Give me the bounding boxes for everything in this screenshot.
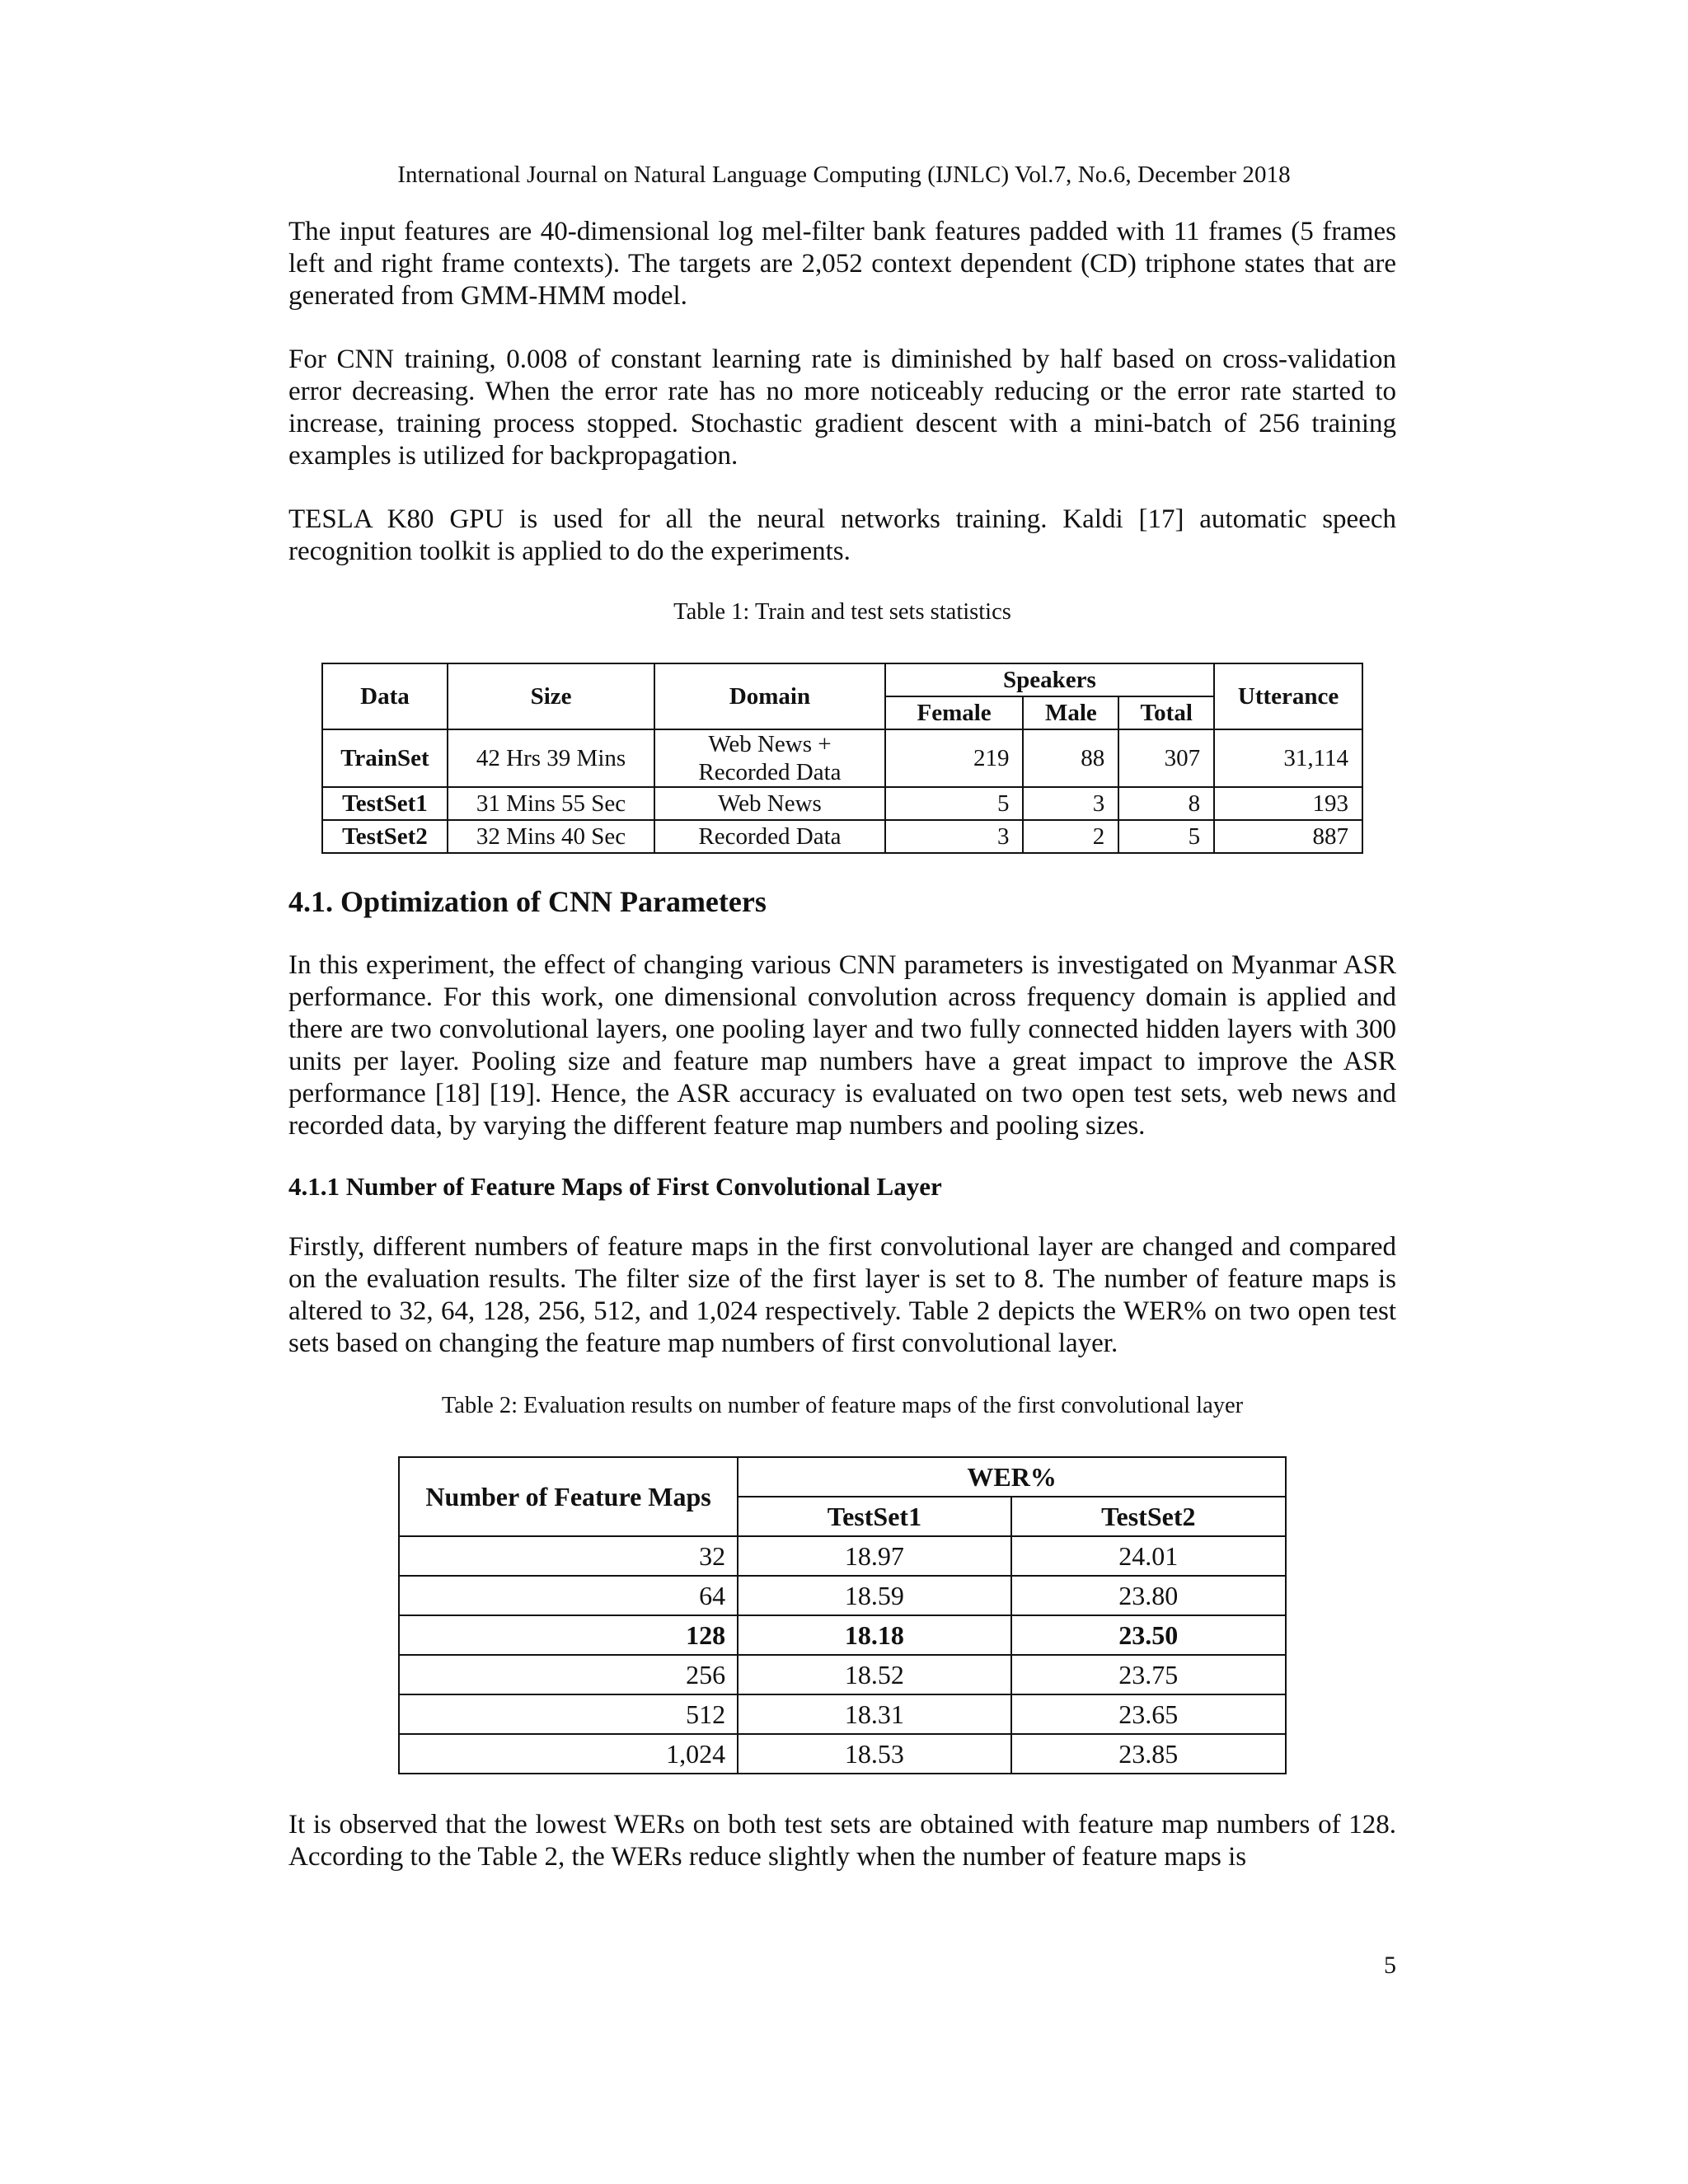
table2-cell-testset1: 18.53	[738, 1734, 1010, 1774]
table2-cell-testset2: 23.85	[1011, 1734, 1286, 1774]
table2-cell-maps: 32	[399, 1536, 738, 1576]
table-row	[322, 787, 1362, 820]
table-row	[399, 1734, 1286, 1774]
paragraph-feature-maps: Firstly, different numbers of feature maps in the first convolutional layer are changed and compared on the evaluation results. The filter size of the first layer is set to 8. The number of feature maps is altered to 32, 64, 128, 256, 512, and 1,024 respectively. Table 2 depicts the WER% on two open test sets based on changing the feature map numbers of first convolutional layer.	[288, 1232, 1396, 1358]
table1-header-domain: Domain	[654, 663, 884, 729]
table2-cell-testset1: 18.59	[738, 1576, 1010, 1615]
table2-cell-testset2: 23.50	[1011, 1615, 1286, 1655]
table1-cell-utterance: 887	[1214, 820, 1362, 853]
table2-header-wer: WER%	[738, 1457, 1286, 1497]
paragraph-experiment: In this experiment, the effect of changing various CNN parameters is investigated on Myanmar ASR performance. For this work, one dimensional convolution across frequency domain is applied and there are two convolutional layers, one pooling layer and two fully connected hidden layers with 300 units per layer. Pooling size and feature map numbers have a great impact to improve the ASR performance [18] [19]. Hence, the ASR accuracy is evaluated on two open test sets, web news and recorded data, by varying the different feature map numbers and pooling sizes.	[288, 950, 1396, 1141]
table1-cell-domain-line2: Recorded Data	[698, 759, 842, 785]
table2-cell-testset2: 23.65	[1011, 1694, 1286, 1734]
table2-cell-testset2: 24.01	[1011, 1536, 1286, 1576]
table2-header-row	[399, 1457, 1286, 1497]
table2-cell-testset2: 23.80	[1011, 1576, 1286, 1615]
table-row-best	[399, 1615, 1286, 1655]
table1-cell-female: 3	[885, 820, 1024, 853]
table1-cell-female: 5	[885, 787, 1024, 820]
table1-header-speakers: Speakers	[885, 663, 1214, 696]
table1-cell-data: TestSet2	[322, 820, 448, 853]
paragraph-gpu: TESLA K80 GPU is used for all the neural networks training. Kaldi [17] automatic speech recognition toolkit is applied to do the experiments.	[288, 504, 1396, 566]
table-row	[322, 820, 1362, 853]
table2-caption: Table 2: Evaluation results on number of feature maps of the first convolutional layer	[441, 1393, 1244, 1418]
section-heading-4-1-1: 4.1.1 Number of Feature Maps of First Convolutional Layer	[288, 1172, 942, 1201]
table1-cell-domain-line1: Web News +	[708, 731, 832, 757]
table1-cell-total: 307	[1118, 729, 1214, 787]
table1-cell-male: 3	[1023, 787, 1118, 820]
table1-cell-size: 42 Hrs 39 Mins	[448, 729, 654, 787]
table1-cell-data: TrainSet	[322, 729, 448, 787]
table2-cell-testset1: 18.97	[738, 1536, 1010, 1576]
table2-header-testset2: TestSet2	[1011, 1497, 1286, 1536]
table2-cell-maps: 256	[399, 1655, 738, 1694]
table1-cell-utterance: 31,114	[1214, 729, 1362, 787]
paragraph-observation: It is observed that the lowest WERs on both test sets are obtained with feature map numbers of 128. According to the Table 2, the WERs reduce slightly when the number of feature maps is	[288, 1810, 1396, 1872]
table1-header-size: Size	[448, 663, 654, 729]
table-row	[399, 1655, 1286, 1694]
table2-header-maps: Number of Feature Maps	[399, 1457, 738, 1536]
paragraph-input-features: The input features are 40-dimensional log mel-filter bank features padded with 11 frames (5 frames left and right frame contexts). The targets are 2,052 context dependent (CD) triphone states that are generated from GMM-HMM model.	[288, 217, 1396, 311]
table2-cell-maps: 512	[399, 1694, 738, 1734]
table1-header-male: Male	[1023, 696, 1118, 729]
table2-cell-testset1: 18.18	[738, 1615, 1010, 1655]
table1-caption: Table 1: Train and test sets statistics	[673, 599, 1011, 625]
section-heading-4-1: 4.1. Optimization of CNN Parameters	[288, 885, 767, 918]
table2-cell-maps: 64	[399, 1576, 738, 1615]
table1-header-data: Data	[322, 663, 448, 729]
table1-cell-female: 219	[885, 729, 1024, 787]
table2-header-testset1: TestSet1	[738, 1497, 1010, 1536]
journal-header: International Journal on Natural Language Computing (IJNLC) Vol.7, No.6, December 2018	[397, 162, 1291, 188]
table1-header-female: Female	[885, 696, 1024, 729]
page-number: 5	[1384, 1952, 1396, 1979]
table1-cell-domain	[654, 729, 884, 787]
table1-cell-utterance: 193	[1214, 787, 1362, 820]
paragraph-cnn-training: For CNN training, 0.008 of constant learning rate is diminished by half based on cross-validation error decreasing. When the error rate has no more noticeably reducing or the error rate started to increase, training process stopped. Stochastic gradient descent with a mini-batch of 256 training examples is utilized for backpropagation.	[288, 344, 1396, 471]
table2-cell-testset2: 23.75	[1011, 1655, 1286, 1694]
table1-cell-size: 31 Mins 55 Sec	[448, 787, 654, 820]
table2-cell-maps: 1,024	[399, 1734, 738, 1774]
table1-header-utterance: Utterance	[1214, 663, 1362, 729]
table1	[321, 663, 1363, 854]
table-row	[399, 1576, 1286, 1615]
table1-cell-male: 88	[1023, 729, 1118, 787]
table1-cell-total: 8	[1118, 787, 1214, 820]
table1-cell-size: 32 Mins 40 Sec	[448, 820, 654, 853]
table2-cell-testset1: 18.31	[738, 1694, 1010, 1734]
table1-cell-total: 5	[1118, 820, 1214, 853]
table1-cell-domain: Recorded Data	[654, 820, 884, 853]
table1-header-total: Total	[1118, 696, 1214, 729]
table1-cell-data: TestSet1	[322, 787, 448, 820]
table1-header-row	[322, 663, 1362, 696]
table1-cell-male: 2	[1023, 820, 1118, 853]
table-row	[399, 1536, 1286, 1576]
table-row	[399, 1694, 1286, 1734]
page-body	[288, 216, 1396, 1873]
table1-cell-domain: Web News	[654, 787, 884, 820]
table2	[398, 1456, 1287, 1774]
table2-cell-maps: 128	[399, 1615, 738, 1655]
table-row	[322, 729, 1362, 787]
table2-cell-testset1: 18.52	[738, 1655, 1010, 1694]
